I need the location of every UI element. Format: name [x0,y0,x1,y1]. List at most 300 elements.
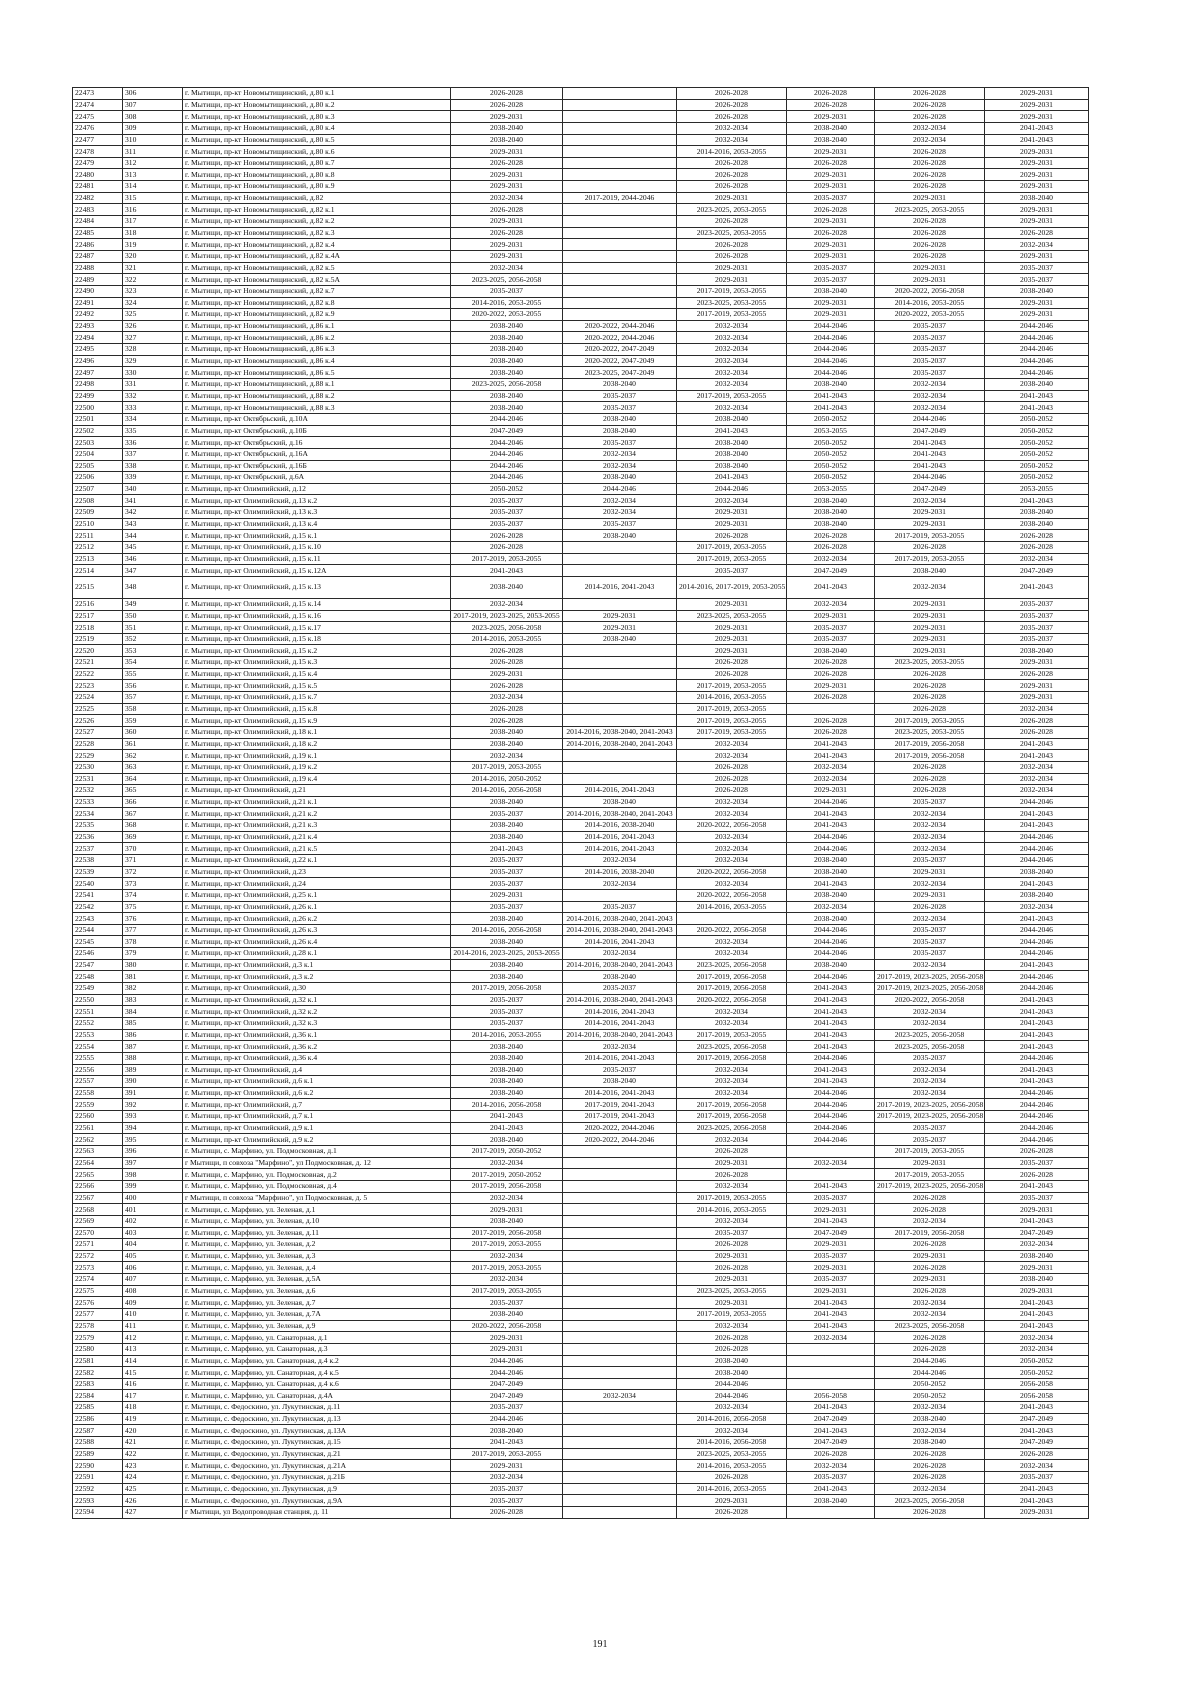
table-cell: г. Мытищи, пр-кт Новомытищинский, д.82 к.5 [183,262,451,274]
table-cell: 2023-2025, 2053-2055 [677,297,787,309]
table-cell: 2032-2034 [875,913,985,925]
table-cell: 2047-2049 [451,1378,563,1390]
table-cell: 2038-2040 [787,959,875,971]
table-cell: 2014-2016, 2038-2040, 2041-2043 [563,808,677,820]
table-row [73,878,1089,890]
table-cell: 22479 [73,157,123,169]
table-cell: 22569 [73,1215,123,1227]
table-cell: 2044-2046 [985,1087,1089,1099]
table-cell: 2035-2037 [787,622,875,634]
table-cell: 2023-2025, 2047-2049 [563,367,677,379]
table-cell: 2038-2040 [985,889,1089,901]
table-cell: 2038-2040 [451,936,563,948]
table-cell: 2026-2028 [787,668,875,680]
table-cell: 2017-2019, 2056-2058 [677,983,787,995]
table-cell: 2035-2037 [451,507,563,519]
table-cell: 2026-2028 [875,761,985,773]
table-row [73,181,1089,193]
table-cell: 2029-2031 [451,1332,563,1344]
table-row [73,1460,1089,1472]
table-cell: 22504 [73,448,123,460]
table-cell: 2035-2037 [787,1274,875,1286]
table-cell: 2020-2022, 2044-2046 [563,332,677,344]
table-cell: 2017-2019, 2053-2055 [677,680,787,692]
table-cell: 2041-2043 [985,1308,1089,1320]
table-cell: 2044-2046 [451,460,563,472]
table-cell: 22565 [73,1169,123,1181]
table-cell: 2041-2043 [787,878,875,890]
table-cell: 2026-2028 [677,111,787,123]
table-cell: 2026-2028 [875,1285,985,1297]
table-row [73,820,1089,832]
table-cell: 22583 [73,1378,123,1390]
table-cell: 390 [123,1076,183,1088]
table-cell: 2026-2028 [985,1169,1089,1181]
table-cell: 2038-2040 [451,1041,563,1053]
table-cell: 2041-2043 [985,134,1089,146]
table-cell [563,169,677,181]
table-cell: 2041-2043 [985,1297,1089,1309]
table-cell [563,565,677,577]
table-cell [787,1355,875,1367]
table-cell [563,692,677,704]
table-cell: 2026-2028 [677,761,787,773]
table-cell [563,703,677,715]
table-cell: 2029-2031 [875,192,985,204]
table-cell: 22493 [73,320,123,332]
table-cell: 2035-2037 [985,274,1089,286]
table-cell: г. Мытищи, пр-кт Октябрьский, д.16Б [183,460,451,472]
table-cell: 2029-2031 [985,1285,1089,1297]
table-cell: 2014-2016, 2053-2055 [451,633,563,645]
table-cell: г. Мытищи, пр-кт Новомытищинский, д.86 к.1 [183,320,451,332]
table-cell: 2014-2016, 2038-2040, 2041-2043 [563,1029,677,1041]
table-cell: 2047-2049 [875,483,985,495]
table-cell: 22534 [73,808,123,820]
table-cell: 2053-2055 [985,483,1089,495]
table-cell: 2014-2016, 2038-2040, 2041-2043 [563,913,677,925]
table-cell: 2026-2028 [875,773,985,785]
table-cell: 2032-2034 [451,1250,563,1262]
table-cell: 2017-2019, 2053-2055 [451,761,563,773]
table-body [73,88,1089,1519]
table-cell: 2032-2034 [985,1460,1089,1472]
table-cell: 2032-2034 [875,134,985,146]
table-cell: 2017-2019, 2053-2055 [875,1146,985,1158]
table-row [73,680,1089,692]
table-cell: 2038-2040 [563,971,677,983]
table-cell: 2026-2028 [787,541,875,553]
table-cell: 2044-2046 [787,1087,875,1099]
table-cell: г. Мытищи, пр-кт Олимпийский, д.15 к.10 [183,541,451,553]
table-cell: 2032-2034 [787,1460,875,1472]
table-cell: 358 [123,703,183,715]
table-cell: 2032-2034 [677,344,787,356]
table-cell: 2038-2040 [787,913,875,925]
table-cell [563,1215,677,1227]
table-cell [563,1204,677,1216]
table-cell [563,204,677,216]
table-cell: 396 [123,1146,183,1158]
table-cell: 2017-2019, 2053-2055 [451,1448,563,1460]
table-cell [563,1355,677,1367]
table-cell: 2032-2034 [677,878,787,890]
table-row [73,1471,1089,1483]
table-cell: г. Мытищи, пр-кт Олимпийский, д.19 к.4 [183,773,451,785]
table-cell: 2029-2031 [875,262,985,274]
table-row [73,320,1089,332]
table-cell: 2026-2028 [451,530,563,542]
table-cell: 22535 [73,820,123,832]
table-cell: 379 [123,948,183,960]
table-cell: 317 [123,216,183,228]
table-cell: 2029-2031 [787,785,875,797]
table-cell: 2029-2031 [985,657,1089,669]
table-cell: 2029-2031 [787,111,875,123]
table-cell: 2032-2034 [677,1087,787,1099]
table-cell: 2032-2034 [787,598,875,610]
table-cell: 383 [123,994,183,1006]
table-cell: 2032-2034 [677,1402,787,1414]
table-cell: 2026-2028 [875,1239,985,1251]
table-cell: г. Мытищи, с. Марфино, ул. Санаторная, д.1 [183,1332,451,1344]
table-cell: 2032-2034 [875,1064,985,1076]
table-cell: 2026-2028 [787,204,875,216]
table-cell: г. Мытищи, пр-кт Новомытищинский, д.80 к.2 [183,99,451,111]
table-cell: 2041-2043 [985,878,1089,890]
table-cell: 2044-2046 [985,1111,1089,1123]
table-cell [563,1471,677,1483]
table-cell: 312 [123,157,183,169]
table-cell: 2038-2040 [787,866,875,878]
table-cell: 2014-2016, 2038-2040, 2041-2043 [563,994,677,1006]
table-row [73,122,1089,134]
table-cell: 2035-2037 [451,495,563,507]
table-cell: 2023-2025, 2056-2058 [875,1041,985,1053]
table-cell: 2044-2046 [787,367,875,379]
table-row [73,355,1089,367]
table-cell: 328 [123,344,183,356]
table-cell [677,913,787,925]
table-cell: 2032-2034 [563,855,677,867]
table-cell [563,239,677,251]
table-cell: 22520 [73,645,123,657]
table-cell: 2050-2052 [985,1367,1089,1379]
table-cell: 2029-2031 [563,610,677,622]
table-cell: 2035-2037 [563,1064,677,1076]
table-cell [563,1250,677,1262]
table-cell: 2026-2028 [875,169,985,181]
table-cell: 2038-2040 [451,831,563,843]
table-cell: 354 [123,657,183,669]
table-cell: 22490 [73,285,123,297]
table-cell: 22579 [73,1332,123,1344]
table-cell [563,1239,677,1251]
table-cell: 2041-2043 [985,1006,1089,1018]
page-number: 191 [592,1639,608,1650]
table-cell: 2017-2019, 2056-2058 [451,1227,563,1239]
table-cell: 392 [123,1099,183,1111]
table-row [73,541,1089,553]
table-row [73,1122,1089,1134]
table-cell: 2041-2043 [787,402,875,414]
table-row [73,111,1089,123]
table-row [73,483,1089,495]
table-cell: 2029-2031 [875,633,985,645]
table-cell: 2035-2037 [875,1052,985,1064]
table-cell: 363 [123,761,183,773]
table-cell [563,657,677,669]
table-cell [563,250,677,262]
table-row [73,413,1089,425]
table-cell: 2029-2031 [985,111,1089,123]
table-cell: 2044-2046 [451,472,563,484]
table-cell: 22547 [73,959,123,971]
table-cell: 2038-2040 [787,518,875,530]
table-cell: 2029-2031 [677,645,787,657]
table-cell: 2035-2037 [787,262,875,274]
table-cell: 2029-2031 [677,262,787,274]
table-row [73,1157,1089,1169]
table-cell: 2017-2019, 2050-2052 [451,1169,563,1181]
table-cell: 2026-2028 [787,657,875,669]
table-cell: 2026-2028 [451,204,563,216]
table-cell: 22514 [73,565,123,577]
table-cell: 2029-2031 [875,507,985,519]
table-cell: 2029-2031 [451,668,563,680]
table-cell: г. Мытищи, пр-кт Октябрьский, д.16А [183,448,451,460]
table-cell: 2014-2016, 2041-2043 [563,1006,677,1018]
table-cell: 2029-2031 [787,1204,875,1216]
table-cell: 344 [123,530,183,542]
table-cell: 378 [123,936,183,948]
table-cell: 2035-2037 [787,633,875,645]
table-cell: 2044-2046 [787,924,875,936]
table-cell: г. Мытищи, пр-кт Олимпийский, д.21 к.4 [183,831,451,843]
table-cell: г. Мытищи, с. Федоскино, ул. Лукутинская, д.9А [183,1495,451,1507]
table-row [73,633,1089,645]
table-row [73,1134,1089,1146]
table-cell: 2038-2040 [787,645,875,657]
table-row [73,192,1089,204]
table-cell: 22474 [73,99,123,111]
table-cell: 2032-2034 [875,122,985,134]
table-row [73,971,1089,983]
table-cell: 2017-2019, 2023-2025, 2056-2058 [875,1099,985,1111]
table-cell: г. Мытищи, пр-кт Новомытищинский, д.80 к.3 [183,111,451,123]
table-cell: 2041-2043 [787,820,875,832]
table-cell: 22496 [73,355,123,367]
table-cell: 2029-2031 [985,216,1089,228]
table-row [73,1437,1089,1449]
table-cell: 332 [123,390,183,402]
table-cell: 2050-2052 [985,425,1089,437]
table-cell: 2038-2040 [787,889,875,901]
table-cell [563,1262,677,1274]
table-cell: 2047-2049 [985,1437,1089,1449]
table-cell: 22495 [73,344,123,356]
table-row [73,1076,1089,1088]
table-cell: 2020-2022, 2047-2049 [563,355,677,367]
table-cell: 22525 [73,703,123,715]
table-cell [563,1320,677,1332]
table-cell: 22542 [73,901,123,913]
table-cell: г. Мытищи, с. Марфино, ул. Зеленая, д.3 [183,1250,451,1262]
table-cell: 2029-2031 [787,610,875,622]
table-cell [787,703,875,715]
table-cell: г. Мытищи, пр-кт Новомытищинский, д.82 к.4А [183,250,451,262]
table-cell: 2014-2016, 2056-2058 [451,924,563,936]
table-cell: 2041-2043 [787,1402,875,1414]
table-cell: 2041-2043 [787,1483,875,1495]
table-cell: 2032-2034 [677,796,787,808]
table-cell: 2026-2028 [875,239,985,251]
table-cell: 424 [123,1471,183,1483]
table-cell: 2026-2028 [985,530,1089,542]
table-cell: г. Мытищи, с. Марфино, ул. Подмосковная, д.1 [183,1146,451,1158]
table-cell: 2029-2031 [677,192,787,204]
table-cell: 22528 [73,738,123,750]
table-cell: 353 [123,645,183,657]
table-row [73,1483,1089,1495]
table-cell: 2038-2040 [677,413,787,425]
table-cell: 2014-2016, 2053-2055 [677,146,787,158]
table-cell: г. Мытищи, пр-кт Олимпийский, д.26 к.2 [183,913,451,925]
table-cell: 22591 [73,1471,123,1483]
table-cell: 2044-2046 [787,1099,875,1111]
table-row [73,1297,1089,1309]
table-row [73,726,1089,738]
table-cell: 2038-2040 [985,507,1089,519]
table-cell: 2035-2037 [563,390,677,402]
table-row [73,1087,1089,1099]
table-row [73,761,1089,773]
table-cell: 2032-2034 [451,1471,563,1483]
table-cell: 2041-2043 [787,1017,875,1029]
table-cell: 315 [123,192,183,204]
table-row [73,1215,1089,1227]
table-cell: 2041-2043 [787,983,875,995]
table-cell: 22475 [73,111,123,123]
table-cell: 2050-2052 [985,437,1089,449]
table-cell: г. Мытищи, пр-кт Олимпийский, д.13 к.3 [183,507,451,519]
table-cell: г. Мытищи, пр-кт Олимпийский, д.6 к.1 [183,1076,451,1088]
table-cell: 2029-2031 [875,1274,985,1286]
table-cell: 2020-2022, 2053-2055 [875,309,985,321]
table-row [73,1355,1089,1367]
table-cell: 369 [123,831,183,843]
table-cell: 2035-2037 [451,285,563,297]
table-cell: г. Мытищи, пр-кт Олимпийский, д.7 [183,1099,451,1111]
table-cell: 382 [123,983,183,995]
table-row [73,1274,1089,1286]
table-cell: 2032-2034 [875,1308,985,1320]
table-cell: 2044-2046 [787,355,875,367]
table-cell: 2029-2031 [875,1250,985,1262]
table-cell: 2044-2046 [985,320,1089,332]
table-cell: 2050-2052 [787,460,875,472]
table-cell: 2032-2034 [563,948,677,960]
table-cell: 2050-2052 [985,413,1089,425]
table-cell: 22588 [73,1437,123,1449]
table-cell: 22494 [73,332,123,344]
table-row [73,565,1089,577]
table-cell: 2026-2028 [875,99,985,111]
table-cell: г. Мытищи, пр-кт Олимпийский, д.36 к.2 [183,1041,451,1053]
table-cell: 398 [123,1169,183,1181]
table-cell: 2026-2028 [875,541,985,553]
table-cell: г. Мытищи, пр-кт Октябрьский, д.10А [183,413,451,425]
table-cell: 2041-2043 [787,1064,875,1076]
table-cell: 2032-2034 [985,901,1089,913]
table-cell: 2047-2049 [451,425,563,437]
table-cell: 2026-2028 [451,715,563,727]
table-cell: 22578 [73,1320,123,1332]
table-cell: 2023-2025, 2056-2058 [451,622,563,634]
table-cell: г. Мытищи, с. Марфино, ул. Подмосковная, д.4 [183,1180,451,1192]
table-cell: 2038-2040 [451,355,563,367]
table-cell: 308 [123,111,183,123]
table-cell: 2026-2028 [787,726,875,738]
table-cell: 22482 [73,192,123,204]
table-cell: г. Мытищи, пр-кт Олимпийский, д.19 к.2 [183,761,451,773]
table-cell [563,1285,677,1297]
table-cell: 2026-2028 [787,715,875,727]
table-cell: 2035-2037 [451,1017,563,1029]
table-cell: г. Мытищи, с. Федоскино, ул. Лукутинская, д.9 [183,1483,451,1495]
table-cell: 326 [123,320,183,332]
table-cell: 2041-2043 [985,1180,1089,1192]
table-cell: 367 [123,808,183,820]
table-cell: 2038-2040 [451,390,563,402]
table-cell: 311 [123,146,183,158]
table-cell: 2026-2028 [677,1332,787,1344]
table-cell: 366 [123,796,183,808]
table-cell: 22519 [73,633,123,645]
table-cell: 2032-2034 [875,959,985,971]
table-cell: 2026-2028 [787,227,875,239]
table-cell: 2026-2028 [875,692,985,704]
table-cell: 2020-2022, 2056-2058 [875,994,985,1006]
table-cell [563,309,677,321]
table-cell: 2035-2037 [985,1192,1089,1204]
table-cell: 355 [123,668,183,680]
table-cell: 2026-2028 [787,157,875,169]
table-cell: 410 [123,1308,183,1320]
table-cell: 2029-2031 [875,866,985,878]
table-cell: 2029-2031 [985,181,1089,193]
table-cell: 2038-2040 [451,820,563,832]
table-row [73,472,1089,484]
table-cell: 22555 [73,1052,123,1064]
table-cell: 320 [123,250,183,262]
table-cell: 2017-2019, 2053-2055 [677,553,787,565]
table-cell: 2026-2028 [677,1506,787,1518]
table-cell: 2026-2028 [677,250,787,262]
table-cell: г. Мытищи, пр-кт Олимпийский, д.26 к.1 [183,901,451,913]
table-cell: 2038-2040 [451,738,563,750]
table-cell: 324 [123,297,183,309]
table-cell: 2029-2031 [787,1262,875,1274]
table-cell: 22589 [73,1448,123,1460]
table-cell: г. Мытищи, пр-кт Новомытищинский, д.82 к.9 [183,309,451,321]
table-cell: 22488 [73,262,123,274]
table-cell: 2032-2034 [875,1215,985,1227]
table-cell: 2029-2031 [985,1204,1089,1216]
table-cell: 22560 [73,1111,123,1123]
table-cell: 22476 [73,122,123,134]
table-cell: 2041-2043 [985,820,1089,832]
